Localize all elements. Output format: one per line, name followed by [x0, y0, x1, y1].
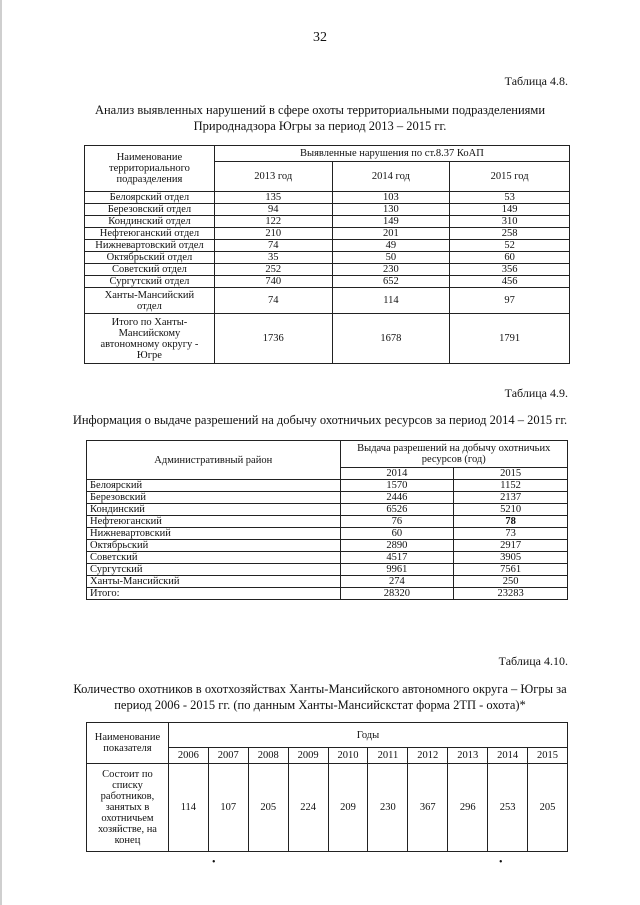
row-name-line: работников, [100, 791, 155, 802]
cell-value: 296 [448, 764, 488, 852]
cell-value: 205 [248, 764, 288, 852]
cell-value: 114 [332, 288, 450, 314]
cell-value: 94 [214, 204, 332, 216]
header-year: 2015 [454, 468, 568, 480]
table-row [87, 480, 568, 492]
table-row [87, 492, 568, 504]
table-row [85, 264, 570, 276]
header-group: Годы [168, 723, 567, 748]
table-total-row [85, 314, 570, 364]
header-year: 2009 [288, 748, 328, 764]
cell-value: 73 [454, 528, 568, 540]
header-name-cell [85, 146, 215, 192]
header-group: Выявленные нарушения по ст.8.37 КоАП [214, 146, 569, 162]
row-name-line: Состоит по [102, 769, 153, 780]
row-name: Кондинский отдел [85, 216, 215, 228]
row-name-line: занятых в [105, 802, 150, 813]
header-name-cell: Административный район [87, 441, 341, 480]
cell-value: 50 [332, 252, 450, 264]
header-year: 2007 [208, 748, 248, 764]
cell-value: 9961 [340, 564, 454, 576]
table-row [85, 240, 570, 252]
row-name-line: охотничьем [101, 813, 154, 824]
cell-value: 2446 [340, 492, 454, 504]
row-name: Сургутский [87, 564, 341, 576]
table-4-8-title-line-2: Природнадзора Югры за период 2013 – 2015 гг. [193, 119, 447, 133]
cell-value: 224 [288, 764, 328, 852]
table-row [85, 216, 570, 228]
cell-value: 4517 [340, 552, 454, 564]
cell-value: 205 [528, 764, 568, 852]
header-name-line: показателя [103, 743, 152, 754]
table-4-8-title-line-1: Анализ выявленных нарушений в сфере охоты территориальными подразделениями [94, 103, 546, 117]
cell-value: 28320 [340, 588, 454, 600]
cell-value: 652 [332, 276, 450, 288]
row-name-line: Ханты-Мансийский [104, 289, 195, 301]
cell-value: 740 [214, 276, 332, 288]
row-name-line: Итого по Ханты- [111, 316, 188, 328]
header-year: 2015 [528, 748, 568, 764]
cell-value: 2917 [454, 540, 568, 552]
table-4-10 [86, 722, 568, 852]
cell-value: 201 [332, 228, 450, 240]
cell-value: 78 [454, 516, 568, 528]
row-name-line: Мансийскому [118, 327, 181, 339]
header-year: 2014 [488, 748, 528, 764]
row-name: Белоярский [87, 480, 341, 492]
cell-value: 258 [450, 228, 570, 240]
row-name: Нефтеюганский отдел [85, 228, 215, 240]
row-name [85, 288, 215, 314]
cell-value: 210 [214, 228, 332, 240]
cell-value: 149 [332, 216, 450, 228]
table-row [87, 516, 568, 528]
header-group-line: ресурсов (год) [421, 454, 486, 465]
cell-value: 107 [208, 764, 248, 852]
cell-value: 52 [450, 240, 570, 252]
table-row [85, 252, 570, 264]
cell-value: 3905 [454, 552, 568, 564]
table-total-row [87, 588, 568, 600]
row-name-line: автономному округу - [100, 338, 199, 350]
header-year: 2012 [408, 748, 448, 764]
footer-dot: • [212, 857, 216, 868]
table-4-8-caption: Таблица 4.8. [504, 74, 568, 88]
header-year: 2008 [248, 748, 288, 764]
cell-value: 135 [214, 192, 332, 204]
cell-value: 60 [450, 252, 570, 264]
cell-value: 149 [450, 204, 570, 216]
table-row [87, 504, 568, 516]
table-row [85, 276, 570, 288]
cell-value: 252 [214, 264, 332, 276]
table-row [85, 204, 570, 216]
row-name: Октябрьский отдел [85, 252, 215, 264]
header-name-line: подразделения [116, 174, 183, 185]
cell-value: 1791 [450, 314, 570, 364]
row-name: Нижневартовский отдел [85, 240, 215, 252]
table-4-8 [84, 145, 570, 364]
row-name [87, 764, 169, 852]
cell-value: 23283 [454, 588, 568, 600]
row-name: Белоярский отдел [85, 192, 215, 204]
header-year: 2014 [340, 468, 454, 480]
header-year: 2011 [368, 748, 408, 764]
row-name: Березовский отдел [85, 204, 215, 216]
header-name-cell [87, 723, 169, 764]
row-name-line: конец [114, 835, 141, 846]
cell-value: 130 [332, 204, 450, 216]
row-name: Кондинский [87, 504, 341, 516]
table-row [87, 552, 568, 564]
cell-value: 97 [450, 288, 570, 314]
table-row [87, 576, 568, 588]
cell-value: 356 [450, 264, 570, 276]
header-year: 2006 [168, 748, 208, 764]
table-row [87, 528, 568, 540]
table-4-9-title: Информация о выдаче разрешений на добычу охотничьих ресурсов за период 2014 – 2015 гг. [72, 413, 568, 427]
header-year: 2013 [448, 748, 488, 764]
table-4-9-caption: Таблица 4.9. [504, 386, 568, 400]
cell-value: 7561 [454, 564, 568, 576]
row-name: Итого: [87, 588, 341, 600]
cell-value: 230 [368, 764, 408, 852]
row-name-line: Югре [136, 349, 162, 361]
row-name: Ханты-Мансийский [87, 576, 341, 588]
cell-value: 1678 [332, 314, 450, 364]
cell-value: 49 [332, 240, 450, 252]
row-name: Советский [87, 552, 341, 564]
row-name: Березовский [87, 492, 341, 504]
cell-value: 74 [214, 288, 332, 314]
cell-value: 1736 [214, 314, 332, 364]
header-group [340, 441, 568, 468]
cell-value: 367 [408, 764, 448, 852]
cell-value: 310 [450, 216, 570, 228]
cell-value: 2137 [454, 492, 568, 504]
row-name: Советский отдел [85, 264, 215, 276]
cell-value: 35 [214, 252, 332, 264]
scan-edge [0, 0, 2, 905]
cell-value: 456 [450, 276, 570, 288]
cell-value: 253 [488, 764, 528, 852]
cell-value: 122 [214, 216, 332, 228]
table-row [87, 764, 568, 852]
table-4-10-title-line-1: Количество охотников в охотхозяйствах Ханты-Мансийского автономного округа – Югры за [73, 682, 567, 696]
cell-value: 114 [168, 764, 208, 852]
cell-value: 250 [454, 576, 568, 588]
table-4-10-title-line-2: период 2006 - 2015 гг. (по данным Ханты-Мансийскстат форма 2ТП - охота)* [114, 698, 526, 712]
table-4-10-title [40, 681, 600, 713]
row-name: Нефтеюганский [87, 516, 341, 528]
header-year: 2014 год [332, 162, 450, 192]
table-row [85, 228, 570, 240]
cell-value: 60 [340, 528, 454, 540]
cell-value: 5210 [454, 504, 568, 516]
header-year: 2015 год [450, 162, 570, 192]
row-name [85, 314, 215, 364]
footer-dot: • [499, 857, 503, 868]
cell-value: 76 [340, 516, 454, 528]
table-4-9 [86, 440, 568, 600]
table-row [87, 564, 568, 576]
row-name: Сургутский отдел [85, 276, 215, 288]
row-name: Октябрьский [87, 540, 341, 552]
table-row [85, 192, 570, 204]
cell-value: 1152 [454, 480, 568, 492]
cell-value: 6526 [340, 504, 454, 516]
cell-value: 2890 [340, 540, 454, 552]
table-4-8-title [60, 102, 580, 134]
cell-value: 209 [328, 764, 368, 852]
page-number: 32 [313, 30, 327, 45]
header-year: 2013 год [214, 162, 332, 192]
cell-value: 74 [214, 240, 332, 252]
cell-value: 53 [450, 192, 570, 204]
cell-value: 274 [340, 576, 454, 588]
row-name: Нижневартовский [87, 528, 341, 540]
cell-value: 103 [332, 192, 450, 204]
table-row [85, 288, 570, 314]
header-name-line: Наименование [116, 152, 183, 163]
row-name-line: хозяйстве, на [97, 824, 157, 835]
row-name-line: отдел [137, 300, 162, 312]
table-row [87, 540, 568, 552]
row-name-line: списку [112, 780, 143, 791]
table-4-10-caption: Таблица 4.10. [498, 654, 568, 668]
header-year: 2010 [328, 748, 368, 764]
header-name-line: Наименование [94, 732, 161, 743]
cell-value: 230 [332, 264, 450, 276]
cell-value: 1570 [340, 480, 454, 492]
header-name-line: территориального [108, 163, 190, 174]
header-group-line: Выдача разрешений на добычу охотничьих [357, 443, 551, 454]
